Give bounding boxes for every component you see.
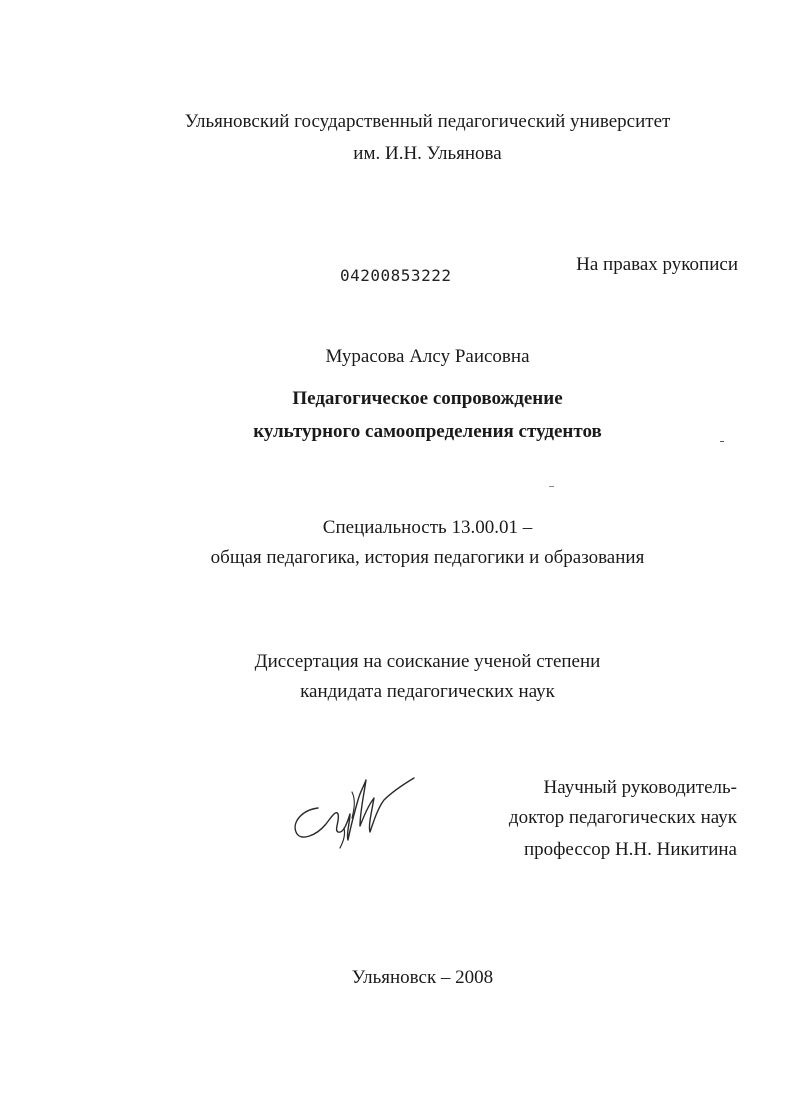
supervisor-degree: доктор педагогических наук (508, 807, 737, 828)
specialty-line-2: общая педагогика, история педагогики и образования (210, 547, 645, 568)
author-name: Мурасова Алсу Раисовна (325, 346, 530, 367)
university-name: Ульяновский государственный педагогический университет (184, 111, 671, 132)
specialty-line-1: Специальность 13.00.01 – (322, 517, 533, 538)
scan-speck (720, 441, 724, 442)
degree-line-2: кандидата педагогических наук (300, 681, 555, 702)
city-year: Ульяновск – 2008 (351, 967, 494, 988)
supervisor-name: профессор Н.Н. Никитина (523, 839, 737, 860)
dissertation-title-line-1: Педагогическое сопровождение (292, 388, 563, 409)
signature-image (288, 770, 418, 850)
scan-speck (549, 486, 554, 487)
dissertation-title-line-2: культурного самоопределения студентов (253, 421, 602, 442)
rights-note: На правах рукописи (576, 254, 738, 275)
university-named-after: им. И.Н. Ульянова (353, 143, 502, 164)
supervisor-role: Научный руководитель- (543, 777, 737, 798)
degree-line-1: Диссертация на соискание ученой степени (254, 651, 601, 672)
registration-number-stamp: 04200853222 (340, 266, 452, 285)
